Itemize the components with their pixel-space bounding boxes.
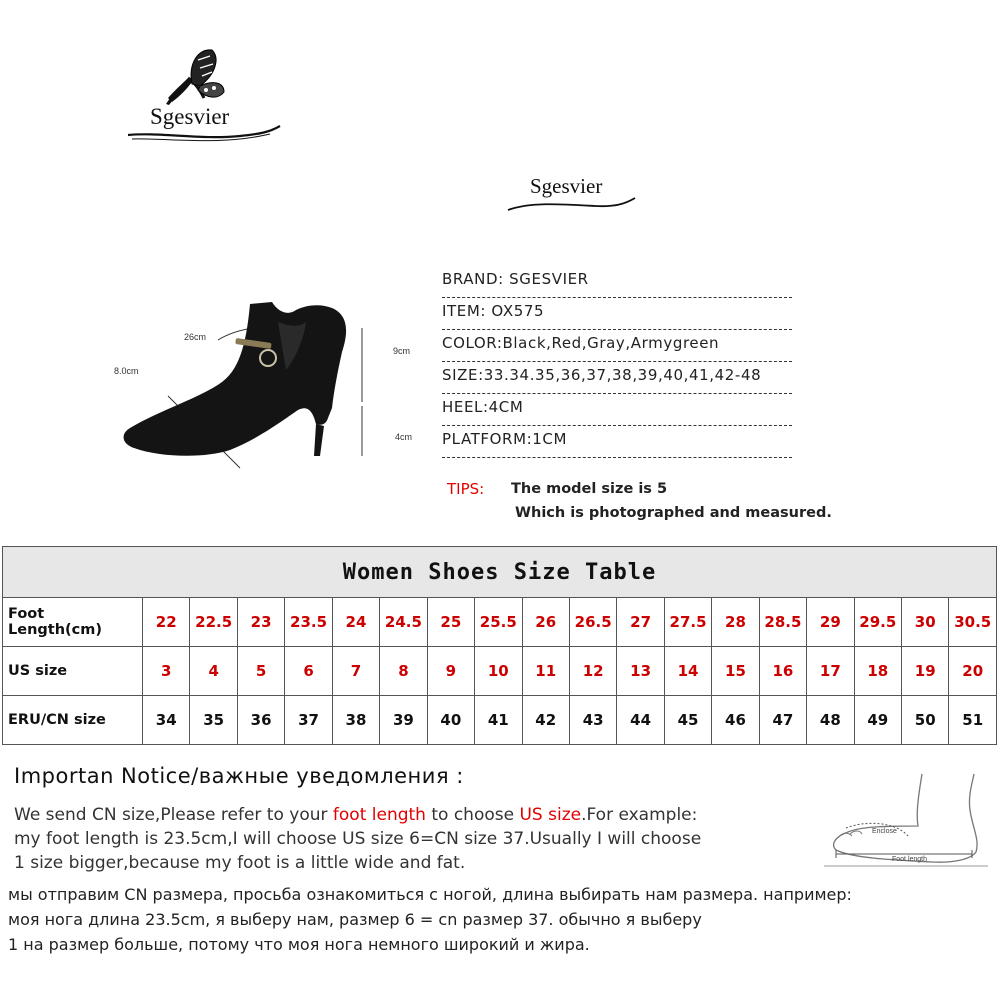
table-cell: 25.5 [475, 598, 522, 647]
spec-brand: BRAND: SGESVIER [442, 268, 792, 298]
table-cell: 23.5 [285, 598, 332, 647]
row-label-eru-cn-size: ERU/CN size [3, 696, 143, 745]
tips-line-2: Which is photographed and measured. [515, 505, 832, 521]
table-row [3, 647, 997, 696]
notice-title: Importan Notice/важные уведомления : [14, 764, 464, 788]
table-cell: 5 [237, 647, 284, 696]
tips-label [447, 480, 484, 498]
table-cell: 30 [902, 598, 949, 647]
notice-en-text: to choose [425, 805, 520, 825]
brand-logo-small [500, 168, 650, 218]
table-cell: 37 [285, 696, 332, 745]
row-label-foot-length: Foot Length(cm) [3, 598, 143, 647]
table-cell: 22.5 [190, 598, 237, 647]
table-cell: 39 [380, 696, 427, 745]
table-cell: 41 [475, 696, 522, 745]
table-cell: 17 [807, 647, 854, 696]
table-cell: 36 [237, 696, 284, 745]
table-cell: 43 [569, 696, 616, 745]
brand-logo-text: Sgesvier [150, 104, 230, 129]
spec-color: COLOR:Black,Red,Gray,Armygreen [442, 332, 792, 362]
table-cell: 24.5 [380, 598, 427, 647]
table-row [3, 696, 997, 745]
notice-highlight-us-size: US size [519, 805, 582, 825]
table-cell: 16 [759, 647, 806, 696]
notice-ru-line-3: 1 на размер больше, потому что моя нога немного широкий и жира. [8, 935, 590, 954]
brand-logo [120, 40, 290, 160]
table-cell: 3 [143, 647, 190, 696]
dim-insole: 8.0cm [114, 366, 139, 376]
table-cell: 11 [522, 647, 569, 696]
size-table-title: Women Shoes Size Table [3, 547, 997, 598]
table-cell: 44 [617, 696, 664, 745]
row-label-us-size: US size [3, 647, 143, 696]
table-cell: 51 [949, 696, 997, 745]
table-cell: 9 [427, 647, 474, 696]
notice-en-text: We send CN size,Please refer to your [14, 805, 333, 825]
table-cell: 26.5 [569, 598, 616, 647]
table-cell: 28 [712, 598, 759, 647]
table-cell: 28.5 [759, 598, 806, 647]
table-cell: 30.5 [949, 598, 997, 647]
dim-heel: 4cm [395, 432, 413, 442]
tips-line-1: The model size is 5 [511, 481, 668, 497]
shoe-image [110, 298, 430, 473]
table-cell: 48 [807, 696, 854, 745]
table-cell: 40 [427, 696, 474, 745]
foot-length-label: Foot length [892, 856, 928, 863]
table-cell: 18 [854, 647, 901, 696]
size-table [2, 546, 997, 745]
table-cell: 7 [332, 647, 379, 696]
table-cell: 6 [285, 647, 332, 696]
spec-size: SIZE:33.34.35,36,37,38,39,40,41,42-48 [442, 364, 792, 394]
table-cell: 29 [807, 598, 854, 647]
butterfly-heel-icon [120, 40, 290, 160]
table-cell: 34 [143, 696, 190, 745]
notice-ru-line-1: мы отправим CN размера, просьба ознакомиться с ногой, длина выбирать нам размера. например: [8, 885, 852, 904]
notice-en-line-3: 1 size bigger,because my foot is a little wide and fat. [14, 853, 466, 873]
swoosh-icon [500, 168, 650, 218]
product-specs [442, 268, 792, 460]
table-cell: 47 [759, 696, 806, 745]
notice-english [14, 803, 794, 875]
table-cell: 27 [617, 598, 664, 647]
notice-en-line-2: my foot length is 23.5cm,I will choose US size 6=CN size 37.Usually I will choose [14, 829, 702, 849]
table-cell: 10 [475, 647, 522, 696]
table-cell: 23 [237, 598, 284, 647]
table-cell: 29.5 [854, 598, 901, 647]
spec-item: ITEM: OX575 [442, 300, 792, 330]
enclose-label: Enclose [872, 828, 897, 835]
ankle-boot-icon [110, 298, 430, 473]
table-cell: 20 [949, 647, 997, 696]
dim-circumference: 26cm [184, 332, 207, 342]
table-row [3, 598, 997, 647]
table-cell: 35 [190, 696, 237, 745]
table-cell: 42 [522, 696, 569, 745]
tips-label-text: TIPS: [447, 480, 485, 498]
table-cell: 22 [143, 598, 190, 647]
table-cell: 26 [522, 598, 569, 647]
table-cell: 15 [712, 647, 759, 696]
foot-measure-diagram [822, 770, 992, 870]
table-cell: 50 [902, 696, 949, 745]
notice-highlight-foot-length: foot length [332, 805, 426, 825]
table-cell: 27.5 [664, 598, 711, 647]
notice-en-text: .For example: [581, 805, 698, 825]
table-cell: 8 [380, 647, 427, 696]
table-cell: 38 [332, 696, 379, 745]
table-cell: 13 [617, 647, 664, 696]
table-cell: 49 [854, 696, 901, 745]
foot-outline-icon [822, 770, 992, 870]
notice-en-line-1 [14, 803, 794, 827]
table-cell: 25 [427, 598, 474, 647]
dim-shaft: 9cm [393, 346, 411, 356]
table-cell: 46 [712, 696, 759, 745]
spec-platform: PLATFORM:1CM [442, 428, 792, 458]
notice-ru-line-2: моя нога длина 23.5cm, я выберу нам, размер 6 = cn размер 37. обычно я выберу [8, 910, 702, 929]
spec-heel: HEEL:4CM [442, 396, 792, 426]
brand-logo-small-text: Sgesvier [530, 174, 603, 198]
table-cell: 4 [190, 647, 237, 696]
table-cell: 14 [664, 647, 711, 696]
table-cell: 24 [332, 598, 379, 647]
notice-russian [8, 882, 993, 957]
table-cell: 45 [664, 696, 711, 745]
table-cell: 12 [569, 647, 616, 696]
table-cell: 19 [902, 647, 949, 696]
